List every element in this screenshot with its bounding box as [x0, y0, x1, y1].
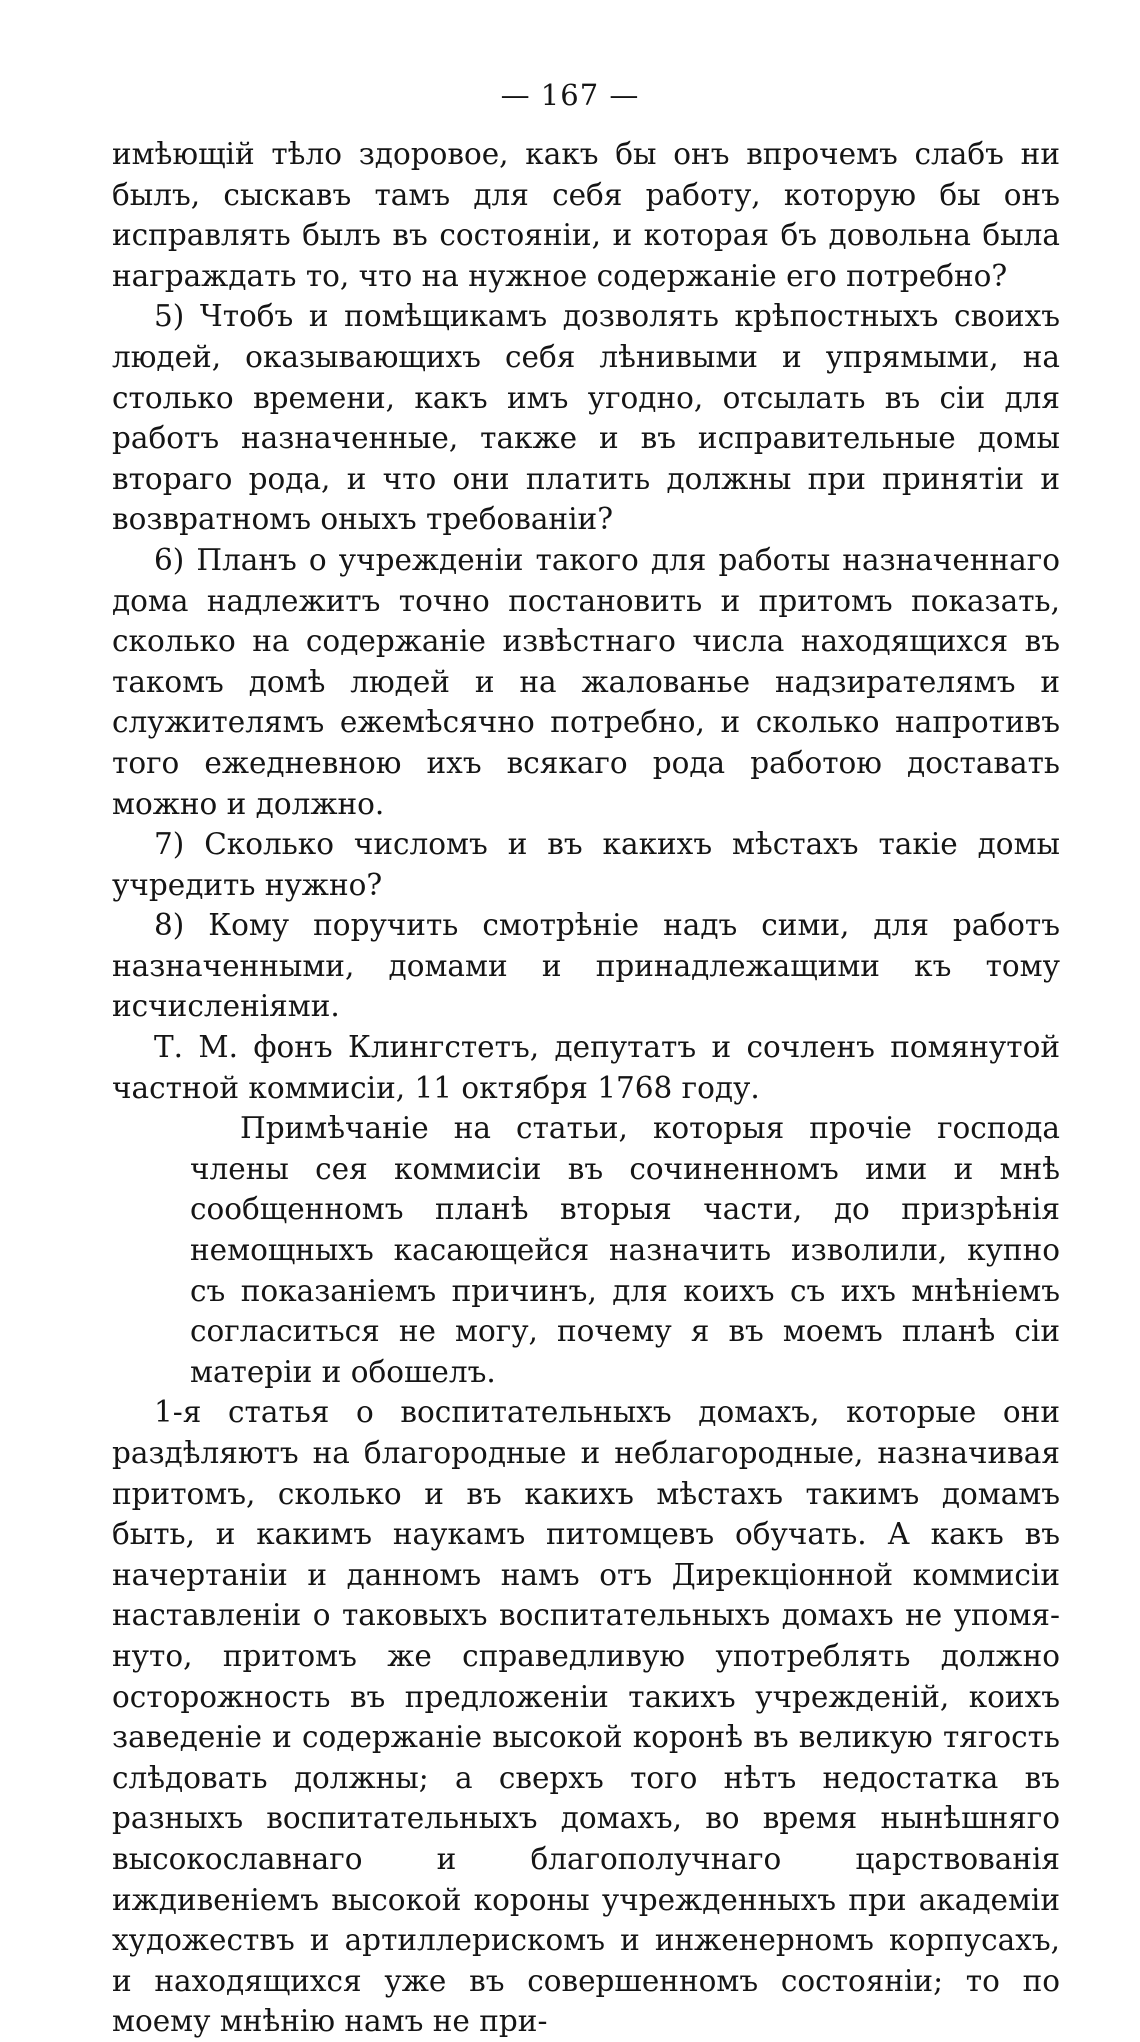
- page-number: — 167 —: [500, 78, 640, 112]
- paragraph-item-5: 5) Чтобъ и помѣщикамъ дозволять крѣпостныхъ своихъ людей, оказывающихъ себя лѣнивыми и упрямыми, на столько времени, какъ имъ угодно, отсылать въ сіи для работъ назначенные, также и въ исправительные домы втораго рода, и что они платить должны при принятіи и возвратномъ оныхъ требованіи?: [112, 299, 1060, 537]
- signature-paragraph: Т. М. фонъ Клингстетъ, депутатъ и сочленъ помянутой частной коммисіи, 11 октября 1768 году.: [112, 1030, 1060, 1105]
- paragraph-item-6: 6) Планъ о учрежденіи такого для работы назначеннаго дома надлежитъ точно постановить и притомъ показать, сколько на содержаніе извѣстнаго числа находящихся въ такомъ домѣ людей и на жалованье надзирателямъ и служителямъ ежемѣсячно потребно, и сколько напротивъ того ежедневною ихъ всякаго рода работою доставать можно и должно.: [112, 542, 1060, 821]
- page-body: [112, 134, 1060, 2042]
- paragraph-continuation: имѣющій тѣло здоровое, какъ бы онъ впрочемъ слабъ ни былъ, сыскавъ тамъ для себя работу, которую бы онъ исправлять былъ въ состояніи, и которая бъ довольна была награждать то, что на нужное содержаніе его потребно?: [112, 137, 1060, 293]
- note-paragraph: Примѣчаніе на статьи, которыя прочіе господа члены сея коммисіи въ сочиненномъ ими и мнѣ сообщенномъ планѣ вторыя части, до призрѣнія немощныхъ касающейся назначить изволили, купно съ показаніемъ причинъ, для коихъ съ ихъ мнѣніемъ согласиться не могу, почему я въ моемъ планѣ сіи матеріи и обошелъ.: [190, 1111, 1060, 1389]
- paragraph-item-8: 8) Кому поручить смотрѣніе надъ сими, для работъ назначенными, домами и принадлежащими къ тому исчисленіями.: [112, 908, 1060, 1024]
- paragraph-item-7: 7) Сколько числомъ и въ какихъ мѣстахъ такіе домы учредить нужно?: [112, 827, 1060, 902]
- article-1-paragraph: 1-я статья о воспитательныхъ домахъ, которые они раздѣляютъ на благородные и неблагородные, назначивая притомъ, сколько и въ какихъ мѣстахъ такимъ домамъ быть, и какимъ наукамъ питомцевъ обучать. А какъ въ начертаніи и данномъ намъ отъ Дирекціонной коммисіи наставленіи о таковыхъ воспитательныхъ домахъ не упомянуто, притомъ же справедливую употреблять должно осторожность въ предложеніи такихъ учрежденій, коихъ заведеніе и содержаніе высокой коронѣ въ великую тягость слѣдовать должны; а сверхъ того нѣтъ недостатка въ разныхъ воспитательныхъ домахъ, во время нынѣшняго высокославнаго и благополучнаго царствованія иждивеніемъ высокой короны учрежденныхъ при академіи художествъ и артиллерискомъ и инженерномъ корпусахъ, и находящихся уже въ совершенномъ состояніи; то по моему мнѣнію намъ не при-: [112, 1395, 1060, 2039]
